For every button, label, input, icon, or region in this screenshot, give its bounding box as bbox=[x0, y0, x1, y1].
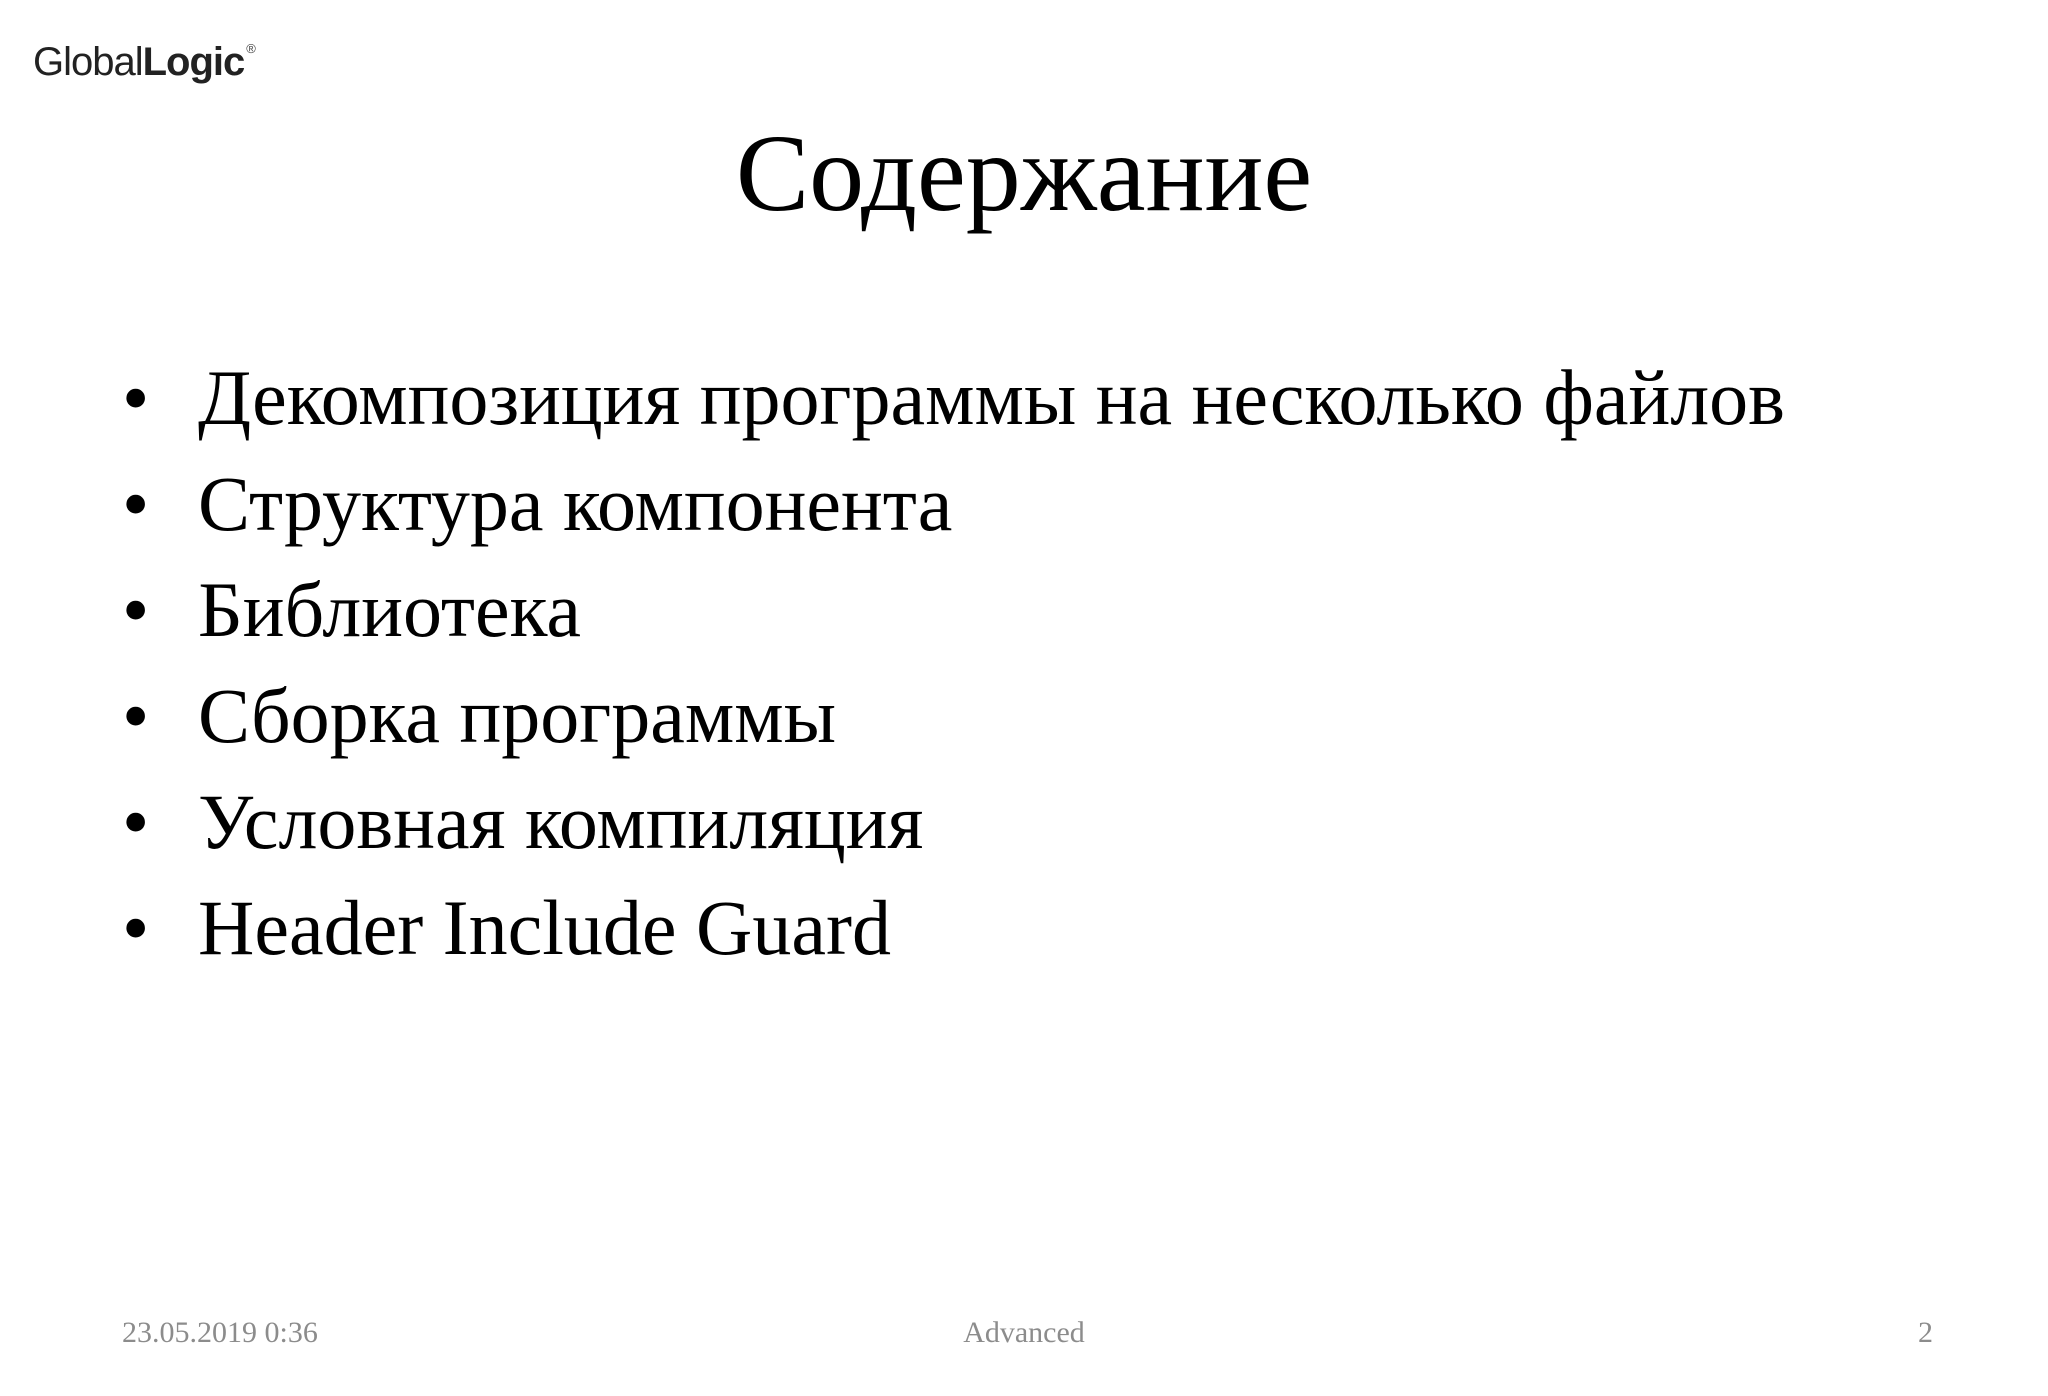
bullet-list bbox=[120, 345, 1940, 981]
bullet-item bbox=[120, 557, 1940, 663]
bullet-icon: • bbox=[122, 566, 150, 653]
bullet-icon: • bbox=[122, 354, 150, 441]
bullet-icon: • bbox=[122, 672, 150, 759]
globallogic-logo bbox=[33, 42, 255, 82]
bullet-text: Сборка программы bbox=[198, 672, 836, 759]
slide-title: Содержание bbox=[735, 112, 1313, 234]
bullet-text: Структура компонента bbox=[198, 460, 953, 547]
bullet-item bbox=[120, 345, 1940, 451]
bullet-item bbox=[120, 451, 1940, 557]
bullet-text: Библиотека bbox=[198, 566, 581, 653]
bullet-icon: • bbox=[122, 778, 150, 865]
footer-page-number: 2 bbox=[1918, 1316, 1933, 1349]
bullet-item bbox=[120, 875, 1940, 981]
bullet-text: Header Include Guard bbox=[198, 884, 891, 971]
footer-date: 23.05.2019 0:36 bbox=[122, 1316, 318, 1349]
bullet-item bbox=[120, 663, 1940, 769]
footer-center-label: Advanced bbox=[963, 1316, 1085, 1349]
logo-text-bold: Logic bbox=[142, 40, 245, 84]
logo-registered-mark: ® bbox=[246, 41, 255, 56]
bullet-icon: • bbox=[122, 460, 150, 547]
logo-text-regular: Global bbox=[33, 40, 143, 84]
bullet-text: Условная компиляция bbox=[198, 778, 924, 865]
bullet-icon: • bbox=[122, 884, 150, 971]
bullet-text: Декомпозиция программы на несколько файлов bbox=[198, 354, 1786, 441]
bullet-item bbox=[120, 769, 1940, 875]
